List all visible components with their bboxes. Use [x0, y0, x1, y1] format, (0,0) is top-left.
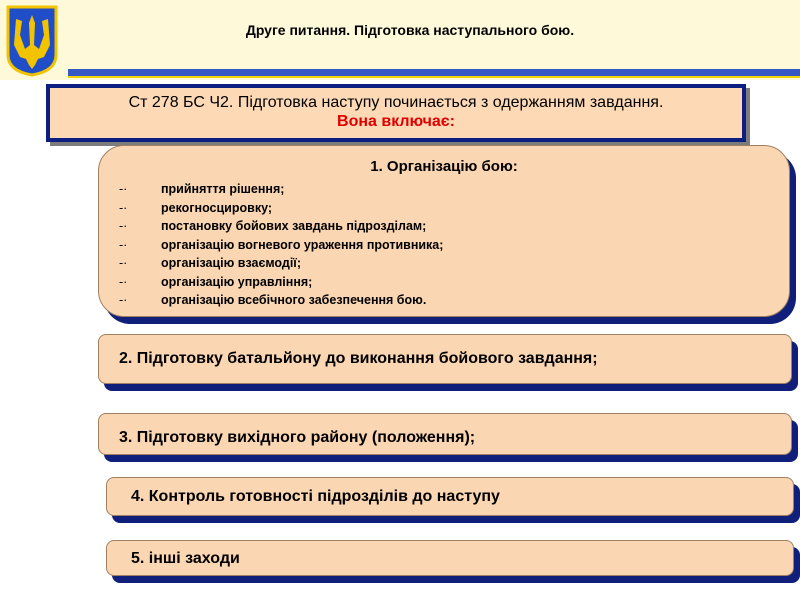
slide-header: [0, 0, 800, 80]
bullet-marker: -·: [119, 182, 128, 196]
section-staging-area-box: [98, 413, 792, 455]
intro-highlight: Вона включає:: [337, 113, 455, 130]
bullet-marker: -·: [119, 200, 128, 215]
section-other-measures-box: [106, 540, 794, 576]
slide-title: Друге питання. Підготовка наступального бою.: [245, 22, 575, 38]
intro-box: [46, 84, 746, 142]
bullet-marker: -·: [119, 237, 128, 252]
section-organization-box: [98, 145, 790, 317]
section-other-measures-label: 5. інші заходи: [131, 550, 240, 567]
list-item-text: організацію взаємодії;: [161, 256, 301, 270]
section-readiness-box: [106, 477, 794, 516]
section-readiness-label: 4. Контроль готовності підрозділів до наступу: [131, 488, 500, 505]
header-divider: [68, 69, 800, 76]
list-item-text: організацію всебічного забезпечення бою.: [161, 293, 427, 307]
bullet-marker: -·: [119, 274, 128, 289]
list-item-text: організацію вогневого ураження противника;: [161, 237, 444, 252]
section-staging-area-label: 3. Підготовку вихідного району (положення);: [119, 429, 476, 446]
bullet-marker: -·: [119, 293, 128, 307]
header-divider-accent: [68, 76, 800, 78]
bullet-marker: -·: [119, 219, 128, 233]
list-item-text: організацію управління;: [161, 274, 313, 289]
list-item-text: постановку бойових завдань підрозділам;: [161, 219, 427, 233]
section-battalion-box: [98, 334, 792, 384]
section-organization-title: 1. Організацію бою:: [370, 158, 518, 175]
ukraine-trident-emblem-icon: [6, 5, 58, 77]
list-item-text: рекогносцировку;: [161, 200, 273, 215]
section-battalion-label: 2. Підготовку батальйону до виконання бойового завдання;: [119, 350, 598, 367]
bullet-marker: -·: [119, 256, 128, 270]
list-item-text: прийняття рішення;: [161, 182, 285, 196]
intro-text: Ст 278 БС Ч2. Підготовка наступу починається з одержанням завдання.: [128, 94, 664, 111]
